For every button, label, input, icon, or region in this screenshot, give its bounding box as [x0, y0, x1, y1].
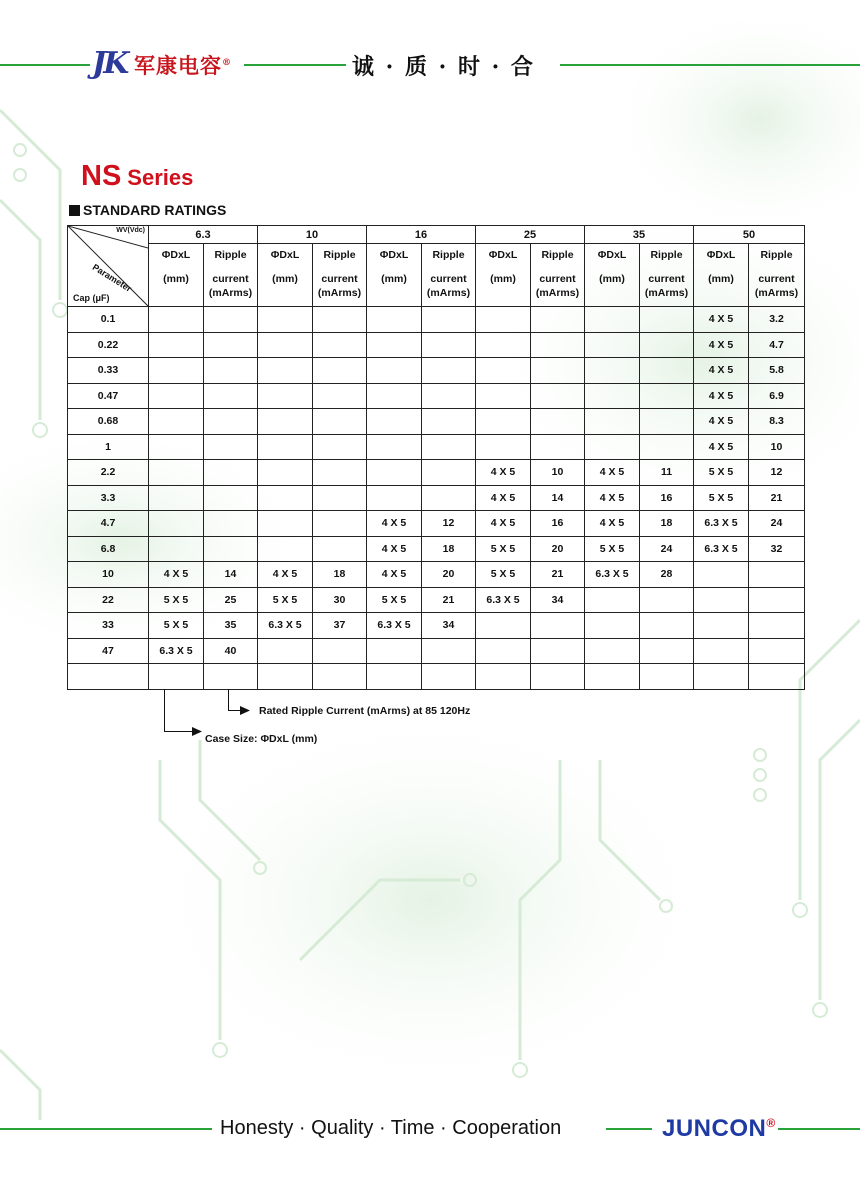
case-size-cell: 4 X 5: [149, 562, 204, 588]
case-size-cell: 5 X 5: [694, 460, 749, 486]
case-size-cell: 4 X 5: [694, 409, 749, 435]
ripple-header-line3: (mArms): [208, 287, 253, 299]
case-size-cell: [585, 332, 640, 358]
ripple-header-line2: current: [212, 273, 249, 285]
cap-value-cell: 0.47: [68, 383, 149, 409]
case-size-cell: [258, 434, 313, 460]
ripple-current-cell: 28: [640, 562, 694, 588]
ripple-current-cell: [204, 511, 258, 537]
case-size-cell: [476, 358, 531, 384]
ripple-current-header: [422, 244, 476, 307]
ripple-current-cell: [531, 358, 585, 384]
case-size-cell: [367, 638, 422, 664]
header-rule-right: [560, 64, 860, 66]
brand-name-cn: [134, 50, 232, 80]
ripple-current-cell: 25: [204, 587, 258, 613]
ripple-current-cell: 16: [640, 485, 694, 511]
case-size-cell: 4 X 5: [476, 460, 531, 486]
ripple-leader-vertical: [228, 689, 229, 710]
case-size-cell: 6.3 X 5: [149, 638, 204, 664]
voltage-header: 25: [476, 226, 585, 244]
case-size-header-line1: ΦDxL: [488, 249, 518, 261]
ripple-current-cell: [313, 383, 367, 409]
cap-value-cell: 0.1: [68, 307, 149, 333]
case-size-cell: 6.3 X 5: [476, 587, 531, 613]
ripple-current-cell: [640, 613, 694, 639]
ripple-current-cell: 12: [749, 460, 805, 486]
case-size-cell: 6.3 X 5: [694, 536, 749, 562]
case-size-cell: [694, 562, 749, 588]
case-size-cell: 6.3 X 5: [694, 511, 749, 537]
ripple-current-cell: [749, 613, 805, 639]
case-size-cell: [585, 307, 640, 333]
ripple-current-cell: 21: [531, 562, 585, 588]
case-size-header-line2: (mm): [381, 273, 407, 285]
ripple-current-cell: [422, 638, 476, 664]
ripple-current-cell: [749, 562, 805, 588]
ripple-current-cell: [531, 613, 585, 639]
cap-value-cell: 4.7: [68, 511, 149, 537]
square-bullet-icon: [69, 205, 80, 216]
ripple-current-cell: 21: [749, 485, 805, 511]
case-size-cell: [476, 409, 531, 435]
case-size-cell: [258, 332, 313, 358]
corner-parameter-label: Parameter: [90, 262, 134, 294]
table-row: [68, 383, 805, 409]
footer-slogan: Honesty · Quality · Time · Cooperation: [220, 1117, 562, 1139]
case-size-cell: [367, 434, 422, 460]
case-size-cell: [367, 307, 422, 333]
ripple-current-cell: [422, 460, 476, 486]
note-case-size: Case Size: ΦDxL (mm): [205, 733, 318, 745]
table-row: [68, 664, 805, 690]
cap-value-cell: 0.68: [68, 409, 149, 435]
ripple-current-cell: [313, 460, 367, 486]
ripple-current-cell: 20: [422, 562, 476, 588]
table-row: [68, 434, 805, 460]
ripple-current-cell: 34: [531, 587, 585, 613]
table-row: [68, 409, 805, 435]
case-size-cell: [694, 664, 749, 690]
case-size-cell: [149, 307, 204, 333]
case-size-header-line1: ΦDxL: [706, 249, 736, 261]
case-size-header-line2: (mm): [163, 273, 189, 285]
case-size-cell: [367, 332, 422, 358]
corner-cap-label: Cap (μF): [73, 293, 110, 303]
voltage-header: 16: [367, 226, 476, 244]
case-size-cell: [149, 409, 204, 435]
cap-value-cell: 6.8: [68, 536, 149, 562]
ripple-current-cell: [531, 332, 585, 358]
case-size-header-line2: (mm): [272, 273, 298, 285]
ripple-current-cell: 30: [313, 587, 367, 613]
cap-value-cell: 0.33: [68, 358, 149, 384]
ripple-current-cell: [422, 307, 476, 333]
ripple-current-cell: [640, 409, 694, 435]
case-size-cell: [149, 358, 204, 384]
table-head: [68, 226, 805, 307]
case-size-cell: [149, 664, 204, 690]
case-size-cell: [476, 613, 531, 639]
ripple-current-cell: [204, 409, 258, 435]
ripple-current-cell: [313, 536, 367, 562]
case-size-cell: 4 X 5: [694, 358, 749, 384]
case-size-header: [476, 244, 531, 307]
case-size-header-line1: ΦDxL: [270, 249, 300, 261]
ripple-current-cell: 18: [313, 562, 367, 588]
ripple-current-cell: [749, 638, 805, 664]
ripple-current-cell: 20: [531, 536, 585, 562]
ripple-current-cell: 21: [422, 587, 476, 613]
voltage-header: 35: [585, 226, 694, 244]
cap-value-cell: 3.3: [68, 485, 149, 511]
ripple-current-cell: [531, 638, 585, 664]
case-size-cell: [694, 638, 749, 664]
case-size-cell: 4 X 5: [258, 562, 313, 588]
table-row: [68, 485, 805, 511]
table-row: [68, 613, 805, 639]
ripple-current-cell: [640, 383, 694, 409]
ripple-current-cell: [531, 664, 585, 690]
case-size-cell: [367, 460, 422, 486]
case-size-header: [149, 244, 204, 307]
case-size-cell: 4 X 5: [694, 434, 749, 460]
case-size-header-line2: (mm): [490, 273, 516, 285]
case-size-cell: 4 X 5: [476, 511, 531, 537]
case-size-cell: 6.3 X 5: [585, 562, 640, 588]
ripple-current-cell: [422, 409, 476, 435]
ripple-header-line1: Ripple: [432, 249, 465, 261]
voltage-header-row: [68, 226, 805, 244]
table-row: [68, 358, 805, 384]
case-size-cell: [694, 613, 749, 639]
ripple-current-cell: 32: [749, 536, 805, 562]
section-title-text: STANDARD RATINGS: [83, 202, 227, 218]
table-row: [68, 511, 805, 537]
case-size-cell: [258, 460, 313, 486]
case-size-cell: 5 X 5: [585, 536, 640, 562]
case-size-cell: 5 X 5: [149, 613, 204, 639]
note-ripple-current: Rated Ripple Current (mArms) at 85 120Hz: [259, 705, 471, 717]
case-size-cell: [258, 536, 313, 562]
ripple-header-line3: (mArms): [644, 287, 689, 299]
ripple-current-cell: [640, 434, 694, 460]
ripple-current-cell: [422, 358, 476, 384]
ripple-current-cell: [640, 638, 694, 664]
case-size-cell: 4 X 5: [476, 485, 531, 511]
case-size-cell: [367, 664, 422, 690]
case-size-header: [694, 244, 749, 307]
case-size-cell: 4 X 5: [367, 562, 422, 588]
case-leader-horizontal: [164, 731, 194, 732]
case-size-cell: 4 X 5: [585, 511, 640, 537]
ripple-current-cell: [749, 664, 805, 690]
case-size-cell: [149, 460, 204, 486]
table-row: [68, 307, 805, 333]
ripple-current-cell: 8.3: [749, 409, 805, 435]
ripple-header-line2: current: [321, 273, 358, 285]
case-size-cell: 5 X 5: [149, 587, 204, 613]
arrow-right-icon: [192, 727, 202, 736]
ripple-current-cell: [422, 664, 476, 690]
cap-value-cell: 1: [68, 434, 149, 460]
case-size-header: [585, 244, 640, 307]
case-size-cell: [258, 485, 313, 511]
ripple-header-line1: Ripple: [214, 249, 247, 261]
case-size-cell: 5 X 5: [476, 536, 531, 562]
case-size-cell: [585, 358, 640, 384]
ripple-current-cell: [313, 434, 367, 460]
case-size-cell: 6.3 X 5: [367, 613, 422, 639]
ripple-current-cell: 4.7: [749, 332, 805, 358]
case-size-header: [258, 244, 313, 307]
case-size-cell: 4 X 5: [585, 460, 640, 486]
cap-value-cell: 33: [68, 613, 149, 639]
case-size-header-line2: (mm): [708, 273, 734, 285]
case-size-cell: [149, 434, 204, 460]
case-size-cell: [476, 434, 531, 460]
case-size-cell: [258, 409, 313, 435]
ripple-current-cell: [313, 332, 367, 358]
ripple-current-cell: [531, 307, 585, 333]
series-word: Series: [127, 165, 194, 190]
case-size-cell: 4 X 5: [585, 485, 640, 511]
ripple-current-cell: [313, 511, 367, 537]
header-rule-mid: [244, 64, 346, 66]
arrow-right-icon: [240, 706, 250, 715]
ripple-current-cell: 12: [422, 511, 476, 537]
ripple-header-line2: current: [648, 273, 685, 285]
ripple-current-header: [313, 244, 367, 307]
ripple-header-line1: Ripple: [650, 249, 683, 261]
ripple-current-cell: [640, 307, 694, 333]
case-size-cell: [585, 434, 640, 460]
ripple-current-cell: 10: [531, 460, 585, 486]
ripple-current-cell: [204, 358, 258, 384]
ripple-current-cell: [313, 358, 367, 384]
ripple-current-cell: 11: [640, 460, 694, 486]
ripple-header-line2: current: [758, 273, 795, 285]
ripple-current-cell: [313, 485, 367, 511]
case-size-cell: [149, 332, 204, 358]
ripple-current-cell: [422, 332, 476, 358]
ripple-current-cell: [204, 383, 258, 409]
case-size-cell: [149, 485, 204, 511]
case-size-cell: [258, 664, 313, 690]
ripple-current-cell: [204, 332, 258, 358]
standard-ratings-table: [67, 225, 805, 690]
ripple-current-cell: 10: [749, 434, 805, 460]
ripple-current-cell: [313, 409, 367, 435]
ripple-header-line1: Ripple: [760, 249, 793, 261]
ripple-current-cell: 18: [640, 511, 694, 537]
case-size-cell: [476, 332, 531, 358]
cap-value-cell: 2.2: [68, 460, 149, 486]
ripple-current-cell: [204, 536, 258, 562]
case-size-cell: [149, 536, 204, 562]
ripple-current-cell: 34: [422, 613, 476, 639]
table-row: [68, 460, 805, 486]
brand-registered: ®: [222, 58, 232, 68]
case-size-cell: 4 X 5: [694, 383, 749, 409]
section-title: [69, 202, 226, 218]
case-size-cell: [585, 409, 640, 435]
case-size-header-line1: ΦDxL: [379, 249, 409, 261]
table-row: [68, 562, 805, 588]
ripple-current-cell: 35: [204, 613, 258, 639]
ripple-current-cell: 40: [204, 638, 258, 664]
ripple-current-cell: 5.8: [749, 358, 805, 384]
case-size-cell: [694, 587, 749, 613]
ripple-current-cell: [313, 664, 367, 690]
ripple-current-cell: [531, 409, 585, 435]
table-corner-cell: [68, 226, 149, 307]
ripple-current-header: [640, 244, 694, 307]
case-size-cell: 4 X 5: [694, 332, 749, 358]
case-size-cell: [258, 358, 313, 384]
ripple-current-cell: 18: [422, 536, 476, 562]
footer-logo-text: JUNCON: [662, 1115, 767, 1142]
ripple-current-cell: [204, 307, 258, 333]
header-slogan-cn: 诚 · 质 · 时 · 合: [352, 54, 535, 80]
case-size-cell: [149, 383, 204, 409]
case-size-cell: [258, 638, 313, 664]
ripple-header-line1: Ripple: [323, 249, 356, 261]
table-body: [68, 307, 805, 690]
brand-name-text: 军康电容: [134, 53, 222, 78]
case-size-header-line1: ΦDxL: [161, 249, 191, 261]
ripple-current-cell: [313, 307, 367, 333]
ripple-current-cell: 24: [640, 536, 694, 562]
series-title: [81, 160, 193, 193]
ripple-current-cell: [204, 485, 258, 511]
corner-wv-label: WV(Vdc): [116, 227, 145, 234]
case-size-cell: [476, 664, 531, 690]
case-size-cell: [476, 307, 531, 333]
ripple-current-cell: 14: [204, 562, 258, 588]
case-size-cell: 4 X 5: [367, 536, 422, 562]
case-size-cell: [367, 485, 422, 511]
ripple-current-cell: 3.2: [749, 307, 805, 333]
table-row: [68, 638, 805, 664]
footer-rule-mid: [606, 1128, 652, 1130]
ripple-header-line2: current: [539, 273, 576, 285]
cap-value-cell: 47: [68, 638, 149, 664]
ripple-current-header: [531, 244, 585, 307]
ripple-current-header: [749, 244, 805, 307]
ripple-header-line3: (mArms): [426, 287, 471, 299]
case-size-header-line1: ΦDxL: [597, 249, 627, 261]
header-rule-left: [0, 64, 90, 66]
ripple-header-line3: (mArms): [535, 287, 580, 299]
ripple-current-cell: 24: [749, 511, 805, 537]
cap-value-cell: 22: [68, 587, 149, 613]
case-size-cell: [258, 307, 313, 333]
table-row: [68, 536, 805, 562]
ripple-current-cell: 37: [313, 613, 367, 639]
ripple-current-cell: [422, 434, 476, 460]
ripple-current-cell: [531, 434, 585, 460]
ripple-current-cell: [531, 383, 585, 409]
ripple-current-cell: [422, 383, 476, 409]
ripple-current-cell: [204, 434, 258, 460]
case-size-cell: [367, 409, 422, 435]
case-size-cell: 4 X 5: [367, 511, 422, 537]
ripple-current-cell: [640, 358, 694, 384]
parameter-header-row: [68, 244, 805, 307]
case-size-cell: 5 X 5: [258, 587, 313, 613]
case-size-cell: [585, 383, 640, 409]
voltage-header: 10: [258, 226, 367, 244]
ripple-current-header: [204, 244, 258, 307]
cap-value-cell: 0.22: [68, 332, 149, 358]
case-size-cell: [585, 613, 640, 639]
ripple-header-line3: (mArms): [754, 287, 799, 299]
ripple-header-line3: (mArms): [317, 287, 362, 299]
case-size-cell: [585, 587, 640, 613]
case-leader-vertical: [164, 689, 165, 731]
ripple-current-cell: [640, 587, 694, 613]
ripple-current-cell: 14: [531, 485, 585, 511]
ripple-current-cell: [204, 460, 258, 486]
table-row: [68, 587, 805, 613]
voltage-header: 6.3: [149, 226, 258, 244]
case-size-cell: [585, 638, 640, 664]
case-size-cell: [476, 383, 531, 409]
case-size-cell: [476, 638, 531, 664]
ripple-current-cell: 16: [531, 511, 585, 537]
ripple-current-cell: [640, 332, 694, 358]
case-size-cell: [258, 383, 313, 409]
case-size-cell: 5 X 5: [476, 562, 531, 588]
ripple-current-cell: 6.9: [749, 383, 805, 409]
ripple-current-cell: [422, 485, 476, 511]
case-size-header-line2: (mm): [599, 273, 625, 285]
footer-logo-registered: ®: [766, 1116, 776, 1130]
table-row: [68, 332, 805, 358]
cap-value-cell: [68, 664, 149, 690]
ripple-current-cell: [749, 587, 805, 613]
voltage-header: 50: [694, 226, 805, 244]
case-size-cell: 4 X 5: [694, 307, 749, 333]
ripple-current-cell: [640, 664, 694, 690]
case-size-cell: 5 X 5: [367, 587, 422, 613]
ripple-header-line2: current: [430, 273, 467, 285]
brand-logo-mark: JK: [92, 46, 127, 81]
case-size-cell: [258, 511, 313, 537]
case-size-cell: 6.3 X 5: [258, 613, 313, 639]
case-size-cell: [149, 511, 204, 537]
case-size-cell: [585, 664, 640, 690]
case-size-header: [367, 244, 422, 307]
footer-rule-right: [778, 1128, 860, 1130]
case-size-cell: 5 X 5: [694, 485, 749, 511]
series-code: NS: [81, 160, 122, 192]
case-size-cell: [367, 383, 422, 409]
ripple-current-cell: [313, 638, 367, 664]
ripple-current-cell: [204, 664, 258, 690]
ripple-header-line1: Ripple: [541, 249, 574, 261]
case-size-cell: [367, 358, 422, 384]
footer-rule-left: [0, 1128, 212, 1130]
cap-value-cell: 10: [68, 562, 149, 588]
footer-brand-logo: [662, 1115, 776, 1143]
